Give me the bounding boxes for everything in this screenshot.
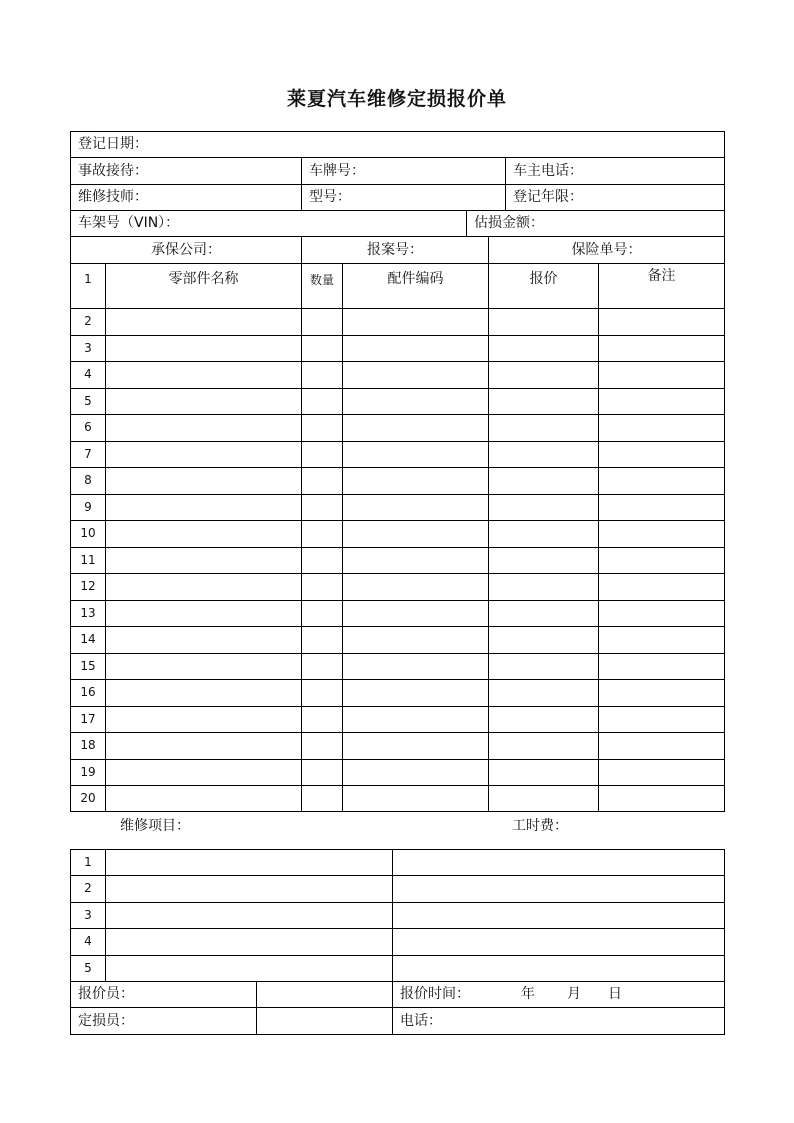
register-date-label: 登记日期： <box>78 136 148 152</box>
labor-row-number: 3 <box>84 908 92 922</box>
header-quantity: 数量 <box>309 273 334 287</box>
parts-row-number: 3 <box>84 341 92 355</box>
phone-label: 电话： <box>400 1013 442 1029</box>
estimate-amount-label: 估损金额： <box>474 215 544 231</box>
labor-row-number: 2 <box>84 881 92 895</box>
parts-row-number: 16 <box>80 685 96 699</box>
parts-row-number: 12 <box>80 579 96 593</box>
labor-fee-label: 工时费： <box>512 818 568 834</box>
parts-row-number: 9 <box>84 500 92 514</box>
accident-receiver-label: 事故接待： <box>78 163 148 179</box>
parts-row-number: 5 <box>84 394 92 408</box>
parts-row-number: 18 <box>80 738 96 752</box>
parts-row-number: 14 <box>80 632 96 646</box>
day-label: 日 <box>608 986 622 1002</box>
parts-row-number: 6 <box>84 420 92 434</box>
technician-label: 维修技师： <box>78 189 148 205</box>
policy-no-label: 保险单号： <box>571 242 642 258</box>
vin-label: 车架号（VIN）： <box>78 215 180 231</box>
parts-row-number: 8 <box>84 473 92 487</box>
month-label: 月 <box>567 986 581 1002</box>
parts-row-number: 20 <box>80 791 96 805</box>
parts-row-number: 7 <box>84 447 92 461</box>
header-remarks: 备注 <box>647 268 676 284</box>
insurer-label: 承保公司： <box>151 242 221 258</box>
parts-row-number: 11 <box>80 553 96 567</box>
model-label: 型号： <box>309 189 351 205</box>
parts-row-number: 4 <box>84 367 92 381</box>
labor-row-number: 4 <box>84 934 92 948</box>
owner-phone-label: 车主电话： <box>513 163 583 179</box>
repair-items-label: 维修项目： <box>120 818 190 834</box>
header-part-code: 配件编码 <box>387 271 444 287</box>
assessor-label: 定损员： <box>78 1013 134 1029</box>
parts-row-number: 2 <box>84 314 92 328</box>
plate-no-label: 车牌号： <box>309 163 365 179</box>
header-row-number: 1 <box>84 272 92 286</box>
quoter-label: 报价员： <box>78 986 134 1002</box>
labor-row-number: 1 <box>84 855 92 869</box>
header-price: 报价 <box>529 271 558 287</box>
page-title: 莱夏汽车维修定损报价单 <box>286 88 507 110</box>
header-part-name: 零部件名称 <box>168 271 239 287</box>
parts-row-number: 15 <box>80 659 96 673</box>
report-no-label: 报案号： <box>367 242 423 258</box>
parts-row-number: 13 <box>80 606 96 620</box>
year-label: 年 <box>521 986 535 1002</box>
parts-row-number: 10 <box>80 526 96 540</box>
labor-row-number: 5 <box>84 961 92 975</box>
register-years-label: 登记年限： <box>513 189 583 205</box>
parts-row-number: 19 <box>80 765 96 779</box>
parts-row-number: 17 <box>80 712 96 726</box>
quote-time-label: 报价时间： <box>400 986 470 1002</box>
